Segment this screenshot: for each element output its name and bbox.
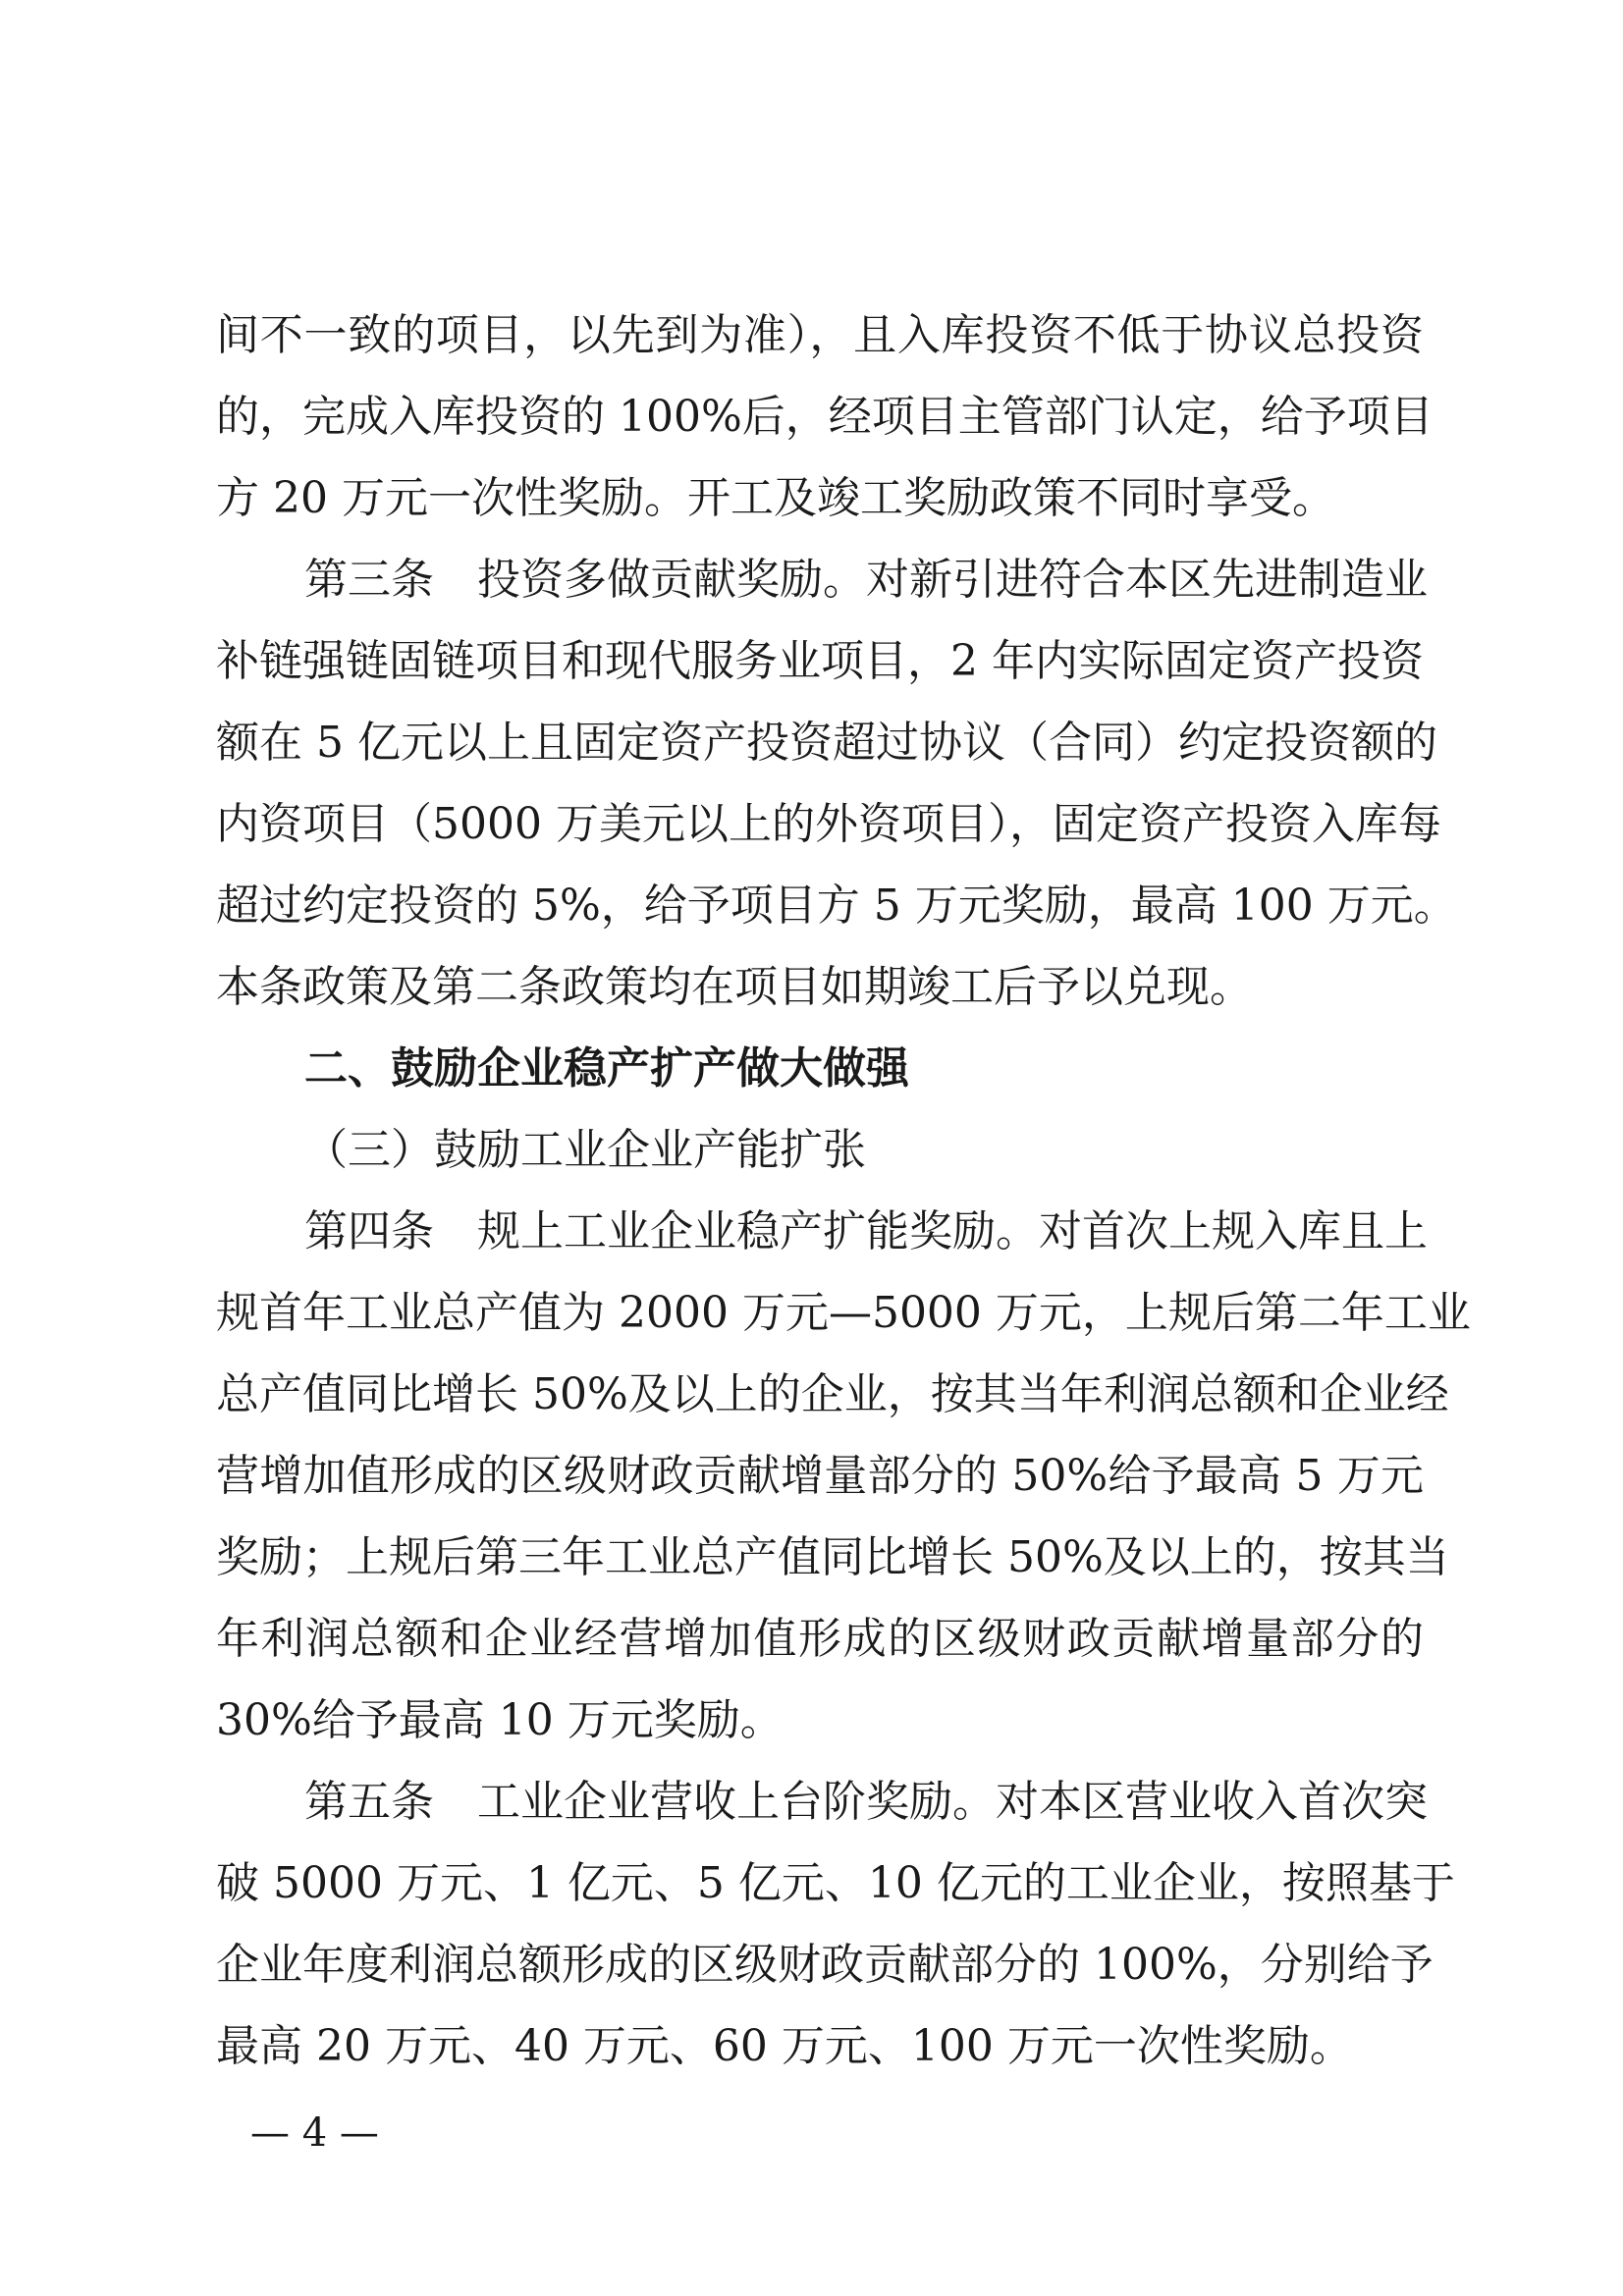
body-line: 30%给予最高 10 万元奖励。 [216, 1695, 784, 1745]
body-line: 营增加值形成的区级财政贡献增量部分的 50%给予最高 5 万元 [216, 1451, 1424, 1501]
article-five-line: 第五条 工业企业营收上台阶奖励。对本区营业收入首次突 [304, 1777, 1428, 1827]
article-three-line: 第三条 投资多做贡献奖励。对新引进符合本区先进制造业 [304, 555, 1428, 605]
body-line: 企业年度利润总额形成的区级财政贡献部分的 100%，分别给予 [216, 1940, 1434, 1990]
body-line: 最高 20 万元、40 万元、60 万元、100 万元一次性奖励。 [216, 2021, 1353, 2071]
body-line: 内资项目（5000 万美元以上的外资项目），固定资产投资入库每 [216, 799, 1441, 849]
body-line: 超过约定投资的 5%，给予项目方 5 万元奖励，最高 100 万元。 [216, 881, 1457, 931]
page-number: — 4 — [250, 2110, 379, 2156]
body-line: 破 5000 万元、1 亿元、5 亿元、10 亿元的工业企业，按照基于 [216, 1858, 1455, 1908]
article-four-line: 第四条 规上工业企业稳产扩能奖励。对首次上规入库且上 [304, 1206, 1428, 1256]
body-line: 总产值同比增长 50%及以上的企业，按其当年利润总额和企业经 [216, 1369, 1449, 1419]
body-line: 规首年工业总产值为 2000 万元—5000 万元，上规后第二年工业 [216, 1288, 1471, 1338]
body-line: 奖励；上规后第三年工业总产值同比增长 50%及以上的，按其当 [216, 1532, 1449, 1582]
body-line: 补链强链固链项目和现代服务业项目，2 年内实际固定资产投资 [216, 636, 1424, 686]
body-line: 年利润总额和企业经营增加值形成的区级财政贡献增量部分的 [216, 1614, 1424, 1664]
body-line: 方 20 万元一次性奖励。开工及竣工奖励政策不同时享受。 [216, 473, 1335, 523]
section-heading: 二、鼓励企业稳产扩产做大做强 [304, 1043, 909, 1094]
body-line: 额在 5 亿元以上且固定资产投资超过协议（合同）约定投资额的 [216, 718, 1437, 768]
subsection-heading: （三）鼓励工业企业产能扩张 [304, 1125, 866, 1175]
body-line: 间不一致的项目，以先到为准），且入库投资不低于协议总投资 [216, 310, 1424, 360]
body-line: 的，完成入库投资的 100%后，经项目主管部门认定，给予项目 [216, 392, 1434, 442]
body-line: 本条政策及第二条政策均在项目如期竣工后予以兑现。 [216, 962, 1253, 1012]
